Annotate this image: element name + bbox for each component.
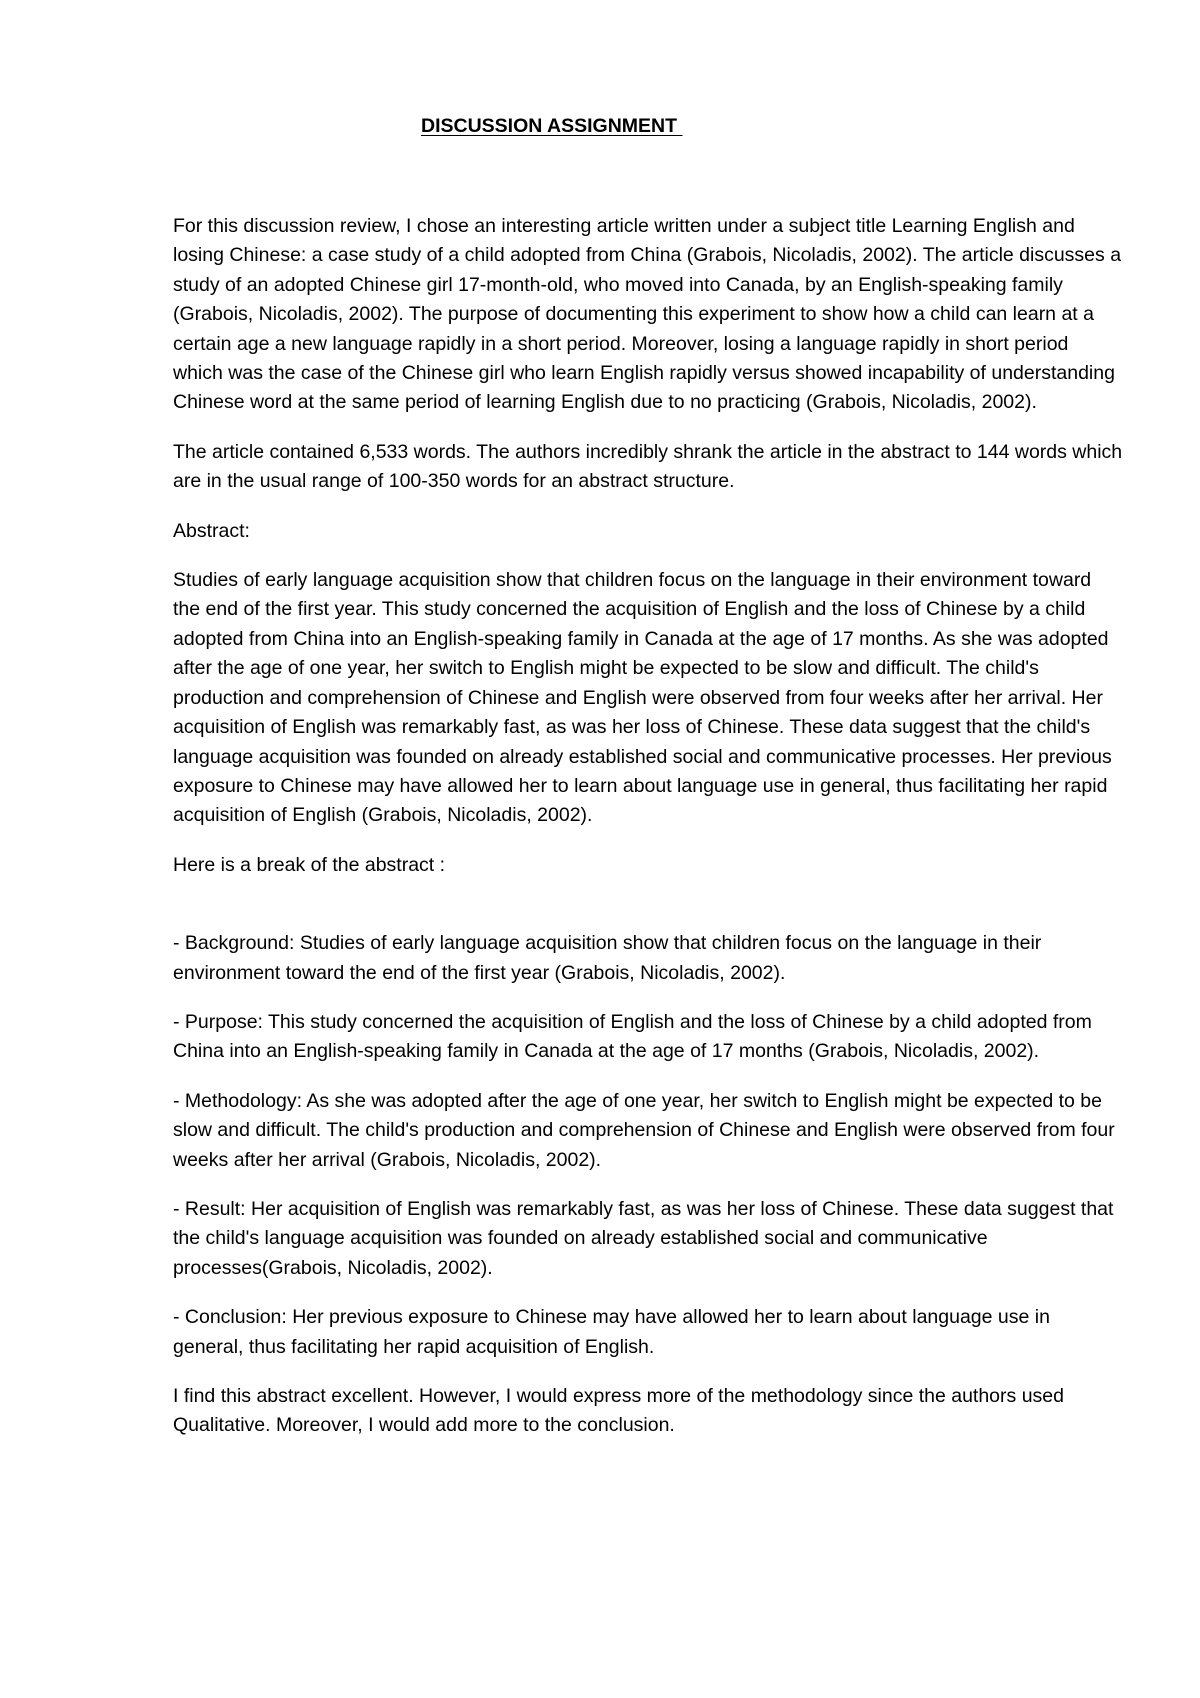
abstract-paragraph: Studies of early language acquisition show that children focus on the language in their environment toward the end of the first year. This study concerned the acquisition of English and the loss of Chinese by a child adopted from China into an English-speaking family in Canada at the age of 17 months. As she was adopted after the age of one year, her switch to English might be expected to be slow and difficult. The child's production and comprehension of Chinese and English were observed from four weeks after her arrival. Her acquisition of English was remarkably fast, as was her loss of Chinese. These data suggest that the child's language acquisition was founded on already established social and communicative processes. Her previous exposure to Chinese may have allowed her to learn about language use in general, thus facilitating her rapid acquisition of English (Grabois, Nicoladis, 2002). [173,569,1112,827]
methodology-item: - Methodology: As she was adopted after the age of one year, her switch to English might be expected to be slow and difficult. The child's production and comprehension of Chinese and English were observed from four weeks after her arrival (Grabois, Nicoladis, 2002). [173,1089,1115,1171]
abstract-break-intro: Here is a break of the abstract : [173,853,446,876]
background-item: - Background: Studies of early language acquisition show that children focus on the language in their environment toward the end of the first year (Grabois, Nicoladis, 2002). [173,932,1042,984]
intro-paragraph: For this discussion review, I chose an interesting article written under a subject title Learning English and losing Chinese: a case study of a child adopted from China (Grabois, Nicoladis, 2002). The article discusses a study of an adopted Chinese girl 17-month-old, who moved into Canada, by an English-speaking family (Grabois, Nicoladis, 2002). The purpose of documenting this experiment to show how a child can learn at a certain age a new language rapidly in a short period. Moreover, losing a language rapidly in short period which was the case of the Chinese girl who learn English rapidly versus showed incapability of understanding Chinese word at the same period of learning English due to no practicing (Grabois, Nicoladis, 2002). [173,215,1122,414]
abstract-label: Abstract: [173,519,250,542]
document-title: DISCUSSION ASSIGNMENT [421,115,683,137]
opinion-paragraph: I find this abstract excellent. However, I would express more of the methodology since the authors used Qualitative. Moreover, I would add more to the conclusion. [173,1385,1064,1437]
word-count-paragraph: The article contained 6,533 words. The authors incredibly shrank the article in the abstract to 144 words which are in the usual range of 100-350 words for an abstract structure. [173,440,1123,493]
conclusion-item: - Conclusion: Her previous exposure to Chinese may have allowed her to learn about language use in general, thus facilitating her rapid acquisition of English. [173,1306,1050,1358]
purpose-item: - Purpose: This study concerned the acquisition of English and the loss of Chinese by a child adopted from China into an English-speaking family in Canada at the age of 17 months (Grabois, Nicoladis, 2002). [173,1010,1092,1063]
document-body [173,212,1123,1461]
result-item: - Result: Her acquisition of English was remarkably fast, as was her loss of Chinese. These data suggest that the child's language acquisition was founded on already established social and communicative processes(Grabois, Nicoladis, 2002). [173,1197,1114,1279]
blank-line [173,900,1123,929]
